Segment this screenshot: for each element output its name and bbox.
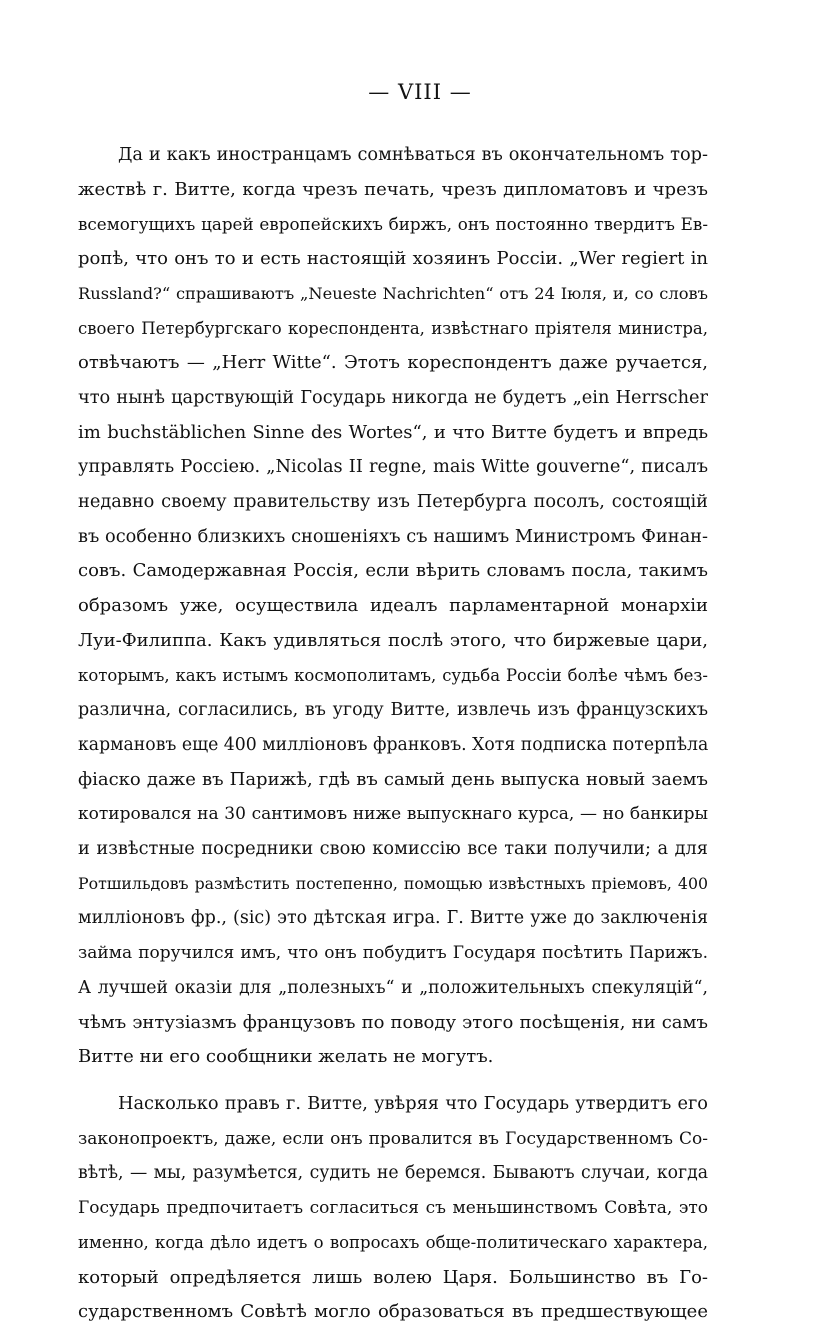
text-line: Витте ни его сообщники желать не могутъ. bbox=[78, 1046, 494, 1068]
text-line: Луи-Филиппа. Какъ удивляться послѣ этого, что биржевые цари, bbox=[78, 629, 708, 651]
text-line: различна, согласились, въ угоду Витте, извлечь изъ французскихъ bbox=[78, 700, 708, 721]
text-line: милліоновъ фр., (sic) это дѣтская игра. Г. Витте уже до заключенія bbox=[78, 908, 708, 929]
text-line: жествѣ г. Витте, когда чрезъ печать, чрезъ дипломатовъ и чрезъ bbox=[78, 178, 708, 200]
text-line: Насколько правъ г. Витте, увѣряя что Государь утвердитъ его bbox=[118, 1093, 708, 1114]
text-line: Государь предпочитаетъ согласиться съ меньшинствомъ Совѣта, это bbox=[78, 1198, 708, 1219]
text-line: отвѣчаютъ — „Herr Witte“. Этотъ кореспондентъ даже ручается, bbox=[78, 352, 708, 374]
text-line: своего Петербургскаго кореспондента, извѣстнаго пріятеля министра, bbox=[78, 318, 708, 338]
text-line: и извѣстные посредники свою комиссію все таки получили; а для bbox=[78, 839, 708, 860]
text-line: совъ. Самодержавная Россія, если вѣрить словамъ посла, такимъ bbox=[78, 560, 708, 582]
text-line: котировался на 30 сантимовъ ниже выпускнаго курса, — но банкиры bbox=[78, 804, 708, 825]
text-line: Да и какъ иностранцамъ сомнѣваться въ окончательномъ тор- bbox=[118, 145, 708, 165]
text-line: что нынѣ царствующій Государь никогда не будетъ „ein Herrscher bbox=[78, 387, 708, 408]
text-line: чѣмъ энтузіазмъ французовъ по поводу этого посѣщенія, ни самъ bbox=[78, 1011, 708, 1033]
text-line: ропѣ, что онъ то и есть настоящій хозяинъ Россіи. „Wer regiert in bbox=[78, 248, 708, 270]
text-line: образомъ уже, осуществила идеалъ парламентарной монархіи bbox=[78, 595, 708, 617]
text-line: недавно своему правительству изъ Петербурга посолъ, состоящій bbox=[78, 492, 708, 513]
text-line: вѣтѣ, — мы, разумѣется, судить не беремся. Бываютъ случаи, когда bbox=[78, 1163, 708, 1184]
text-line: всемогущихъ царей европейскихъ биржъ, онъ постоянно твердитъ Ев- bbox=[78, 214, 708, 235]
text-line: Russland?“ спрашиваютъ „Neueste Nachrichten“ отъ 24 Іюля, и, со словъ bbox=[78, 283, 708, 303]
text-line: сударственномъ Совѣтѣ могло образоваться въ предшествующее bbox=[78, 1301, 708, 1323]
text-line: А лучшей оказіи для „полезныхъ“ и „положительныхъ спекуляцій“, bbox=[78, 977, 708, 998]
text-line: im buchstäblichen Sinne des Wortes“, и что Витте будетъ и впредь bbox=[78, 421, 708, 443]
text-line: кармановъ еще 400 милліоновъ франковъ. Хотя подписка потерпѣла bbox=[78, 734, 709, 755]
text-line: именно, когда дѣло идетъ о вопросахъ обще-политическаго характера, bbox=[78, 1232, 708, 1252]
text-line: управлять Россіею. „Nicolas II regne, mais Witte gouverne“, писалъ bbox=[78, 457, 708, 478]
text-line: въ особенно близкихъ сношеніяхъ съ нашимъ Министромъ Финан- bbox=[78, 526, 708, 547]
body-text bbox=[78, 138, 708, 1330]
text-line: законопроектъ, даже, если онъ провалится въ Государственномъ Со- bbox=[78, 1128, 708, 1149]
paragraph-1 bbox=[78, 138, 708, 1075]
text-line: Ротшильдовъ размѣстить постепенно, помощью извѣстныхъ пріемовъ, 400 bbox=[78, 873, 708, 893]
text-line: займа поручился имъ, что онъ побудитъ Государя посѣтить Парижъ. bbox=[78, 943, 708, 964]
paragraph-2 bbox=[78, 1087, 708, 1330]
text-line: который опредѣляется лишь волею Царя. Большинство въ Го- bbox=[78, 1266, 708, 1288]
page-number: — VIII — bbox=[368, 80, 472, 104]
text-line: которымъ, какъ истымъ космополитамъ, судьба Россіи болѣе чѣмъ без- bbox=[78, 665, 708, 685]
text-line: фіаско даже въ Парижѣ, гдѣ въ самый день выпуска новый заемъ bbox=[78, 768, 708, 790]
